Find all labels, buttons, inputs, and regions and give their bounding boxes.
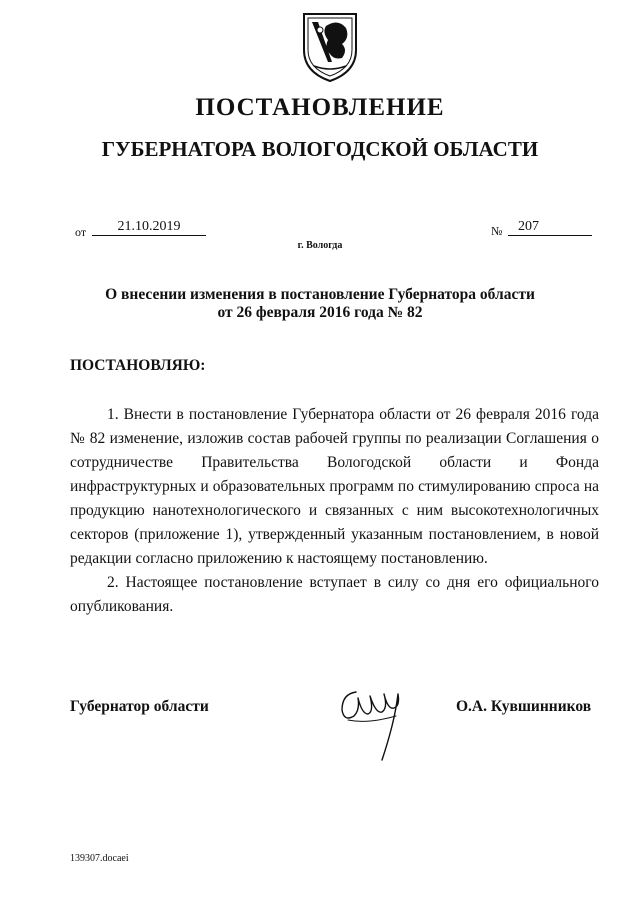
document-date: 21.10.2019 <box>92 218 206 236</box>
coat-of-arms-icon <box>298 10 362 84</box>
file-reference: 139307.docaei <box>70 853 129 864</box>
date-label: от <box>75 225 87 239</box>
handwritten-signature <box>338 680 408 766</box>
document-number: 207 <box>508 218 592 236</box>
signatory-title: Губернатор области <box>70 698 209 715</box>
subject-line-2: от 26 февраля 2016 года № 82 <box>217 304 423 321</box>
number-label: № <box>491 224 503 238</box>
signatory-name: О.А. Кувшинников <box>456 698 592 715</box>
paragraph-2: 2. Настоящее постановление вступает в силу со дня его официального опубликования. <box>70 574 599 615</box>
issuing-authority-title: ГУБЕРНАТОРА ВОЛОГОДСКОЙ ОБЛАСТИ <box>101 137 539 161</box>
paragraph-1: 1. Внести в постановление Губернатора области от 26 февраля 2016 года № 82 изменение, изложив состав рабочей группы по реализации Соглашения о сотрудничестве Правительства Вологодской области и Фонда инфраструктурных и образовательных программ по стимулированию спроса на продукцию нанотехнологического и связанных с ним высокотехнологичных секторов (приложение 1), утвержденный указанным постановлением, в новой редакции согласно приложению к настоящему постановлению. <box>70 406 599 567</box>
document-subject <box>0 286 640 322</box>
document-body <box>70 403 599 619</box>
subject-line-1: О внесении изменения в постановление Губернатора области <box>105 286 535 303</box>
issue-city: г. Вологда <box>297 240 343 251</box>
document-type-title: ПОСТАНОВЛЕНИЕ <box>195 94 445 121</box>
decree-word: ПОСТАНОВЛЯЮ: <box>70 357 206 374</box>
